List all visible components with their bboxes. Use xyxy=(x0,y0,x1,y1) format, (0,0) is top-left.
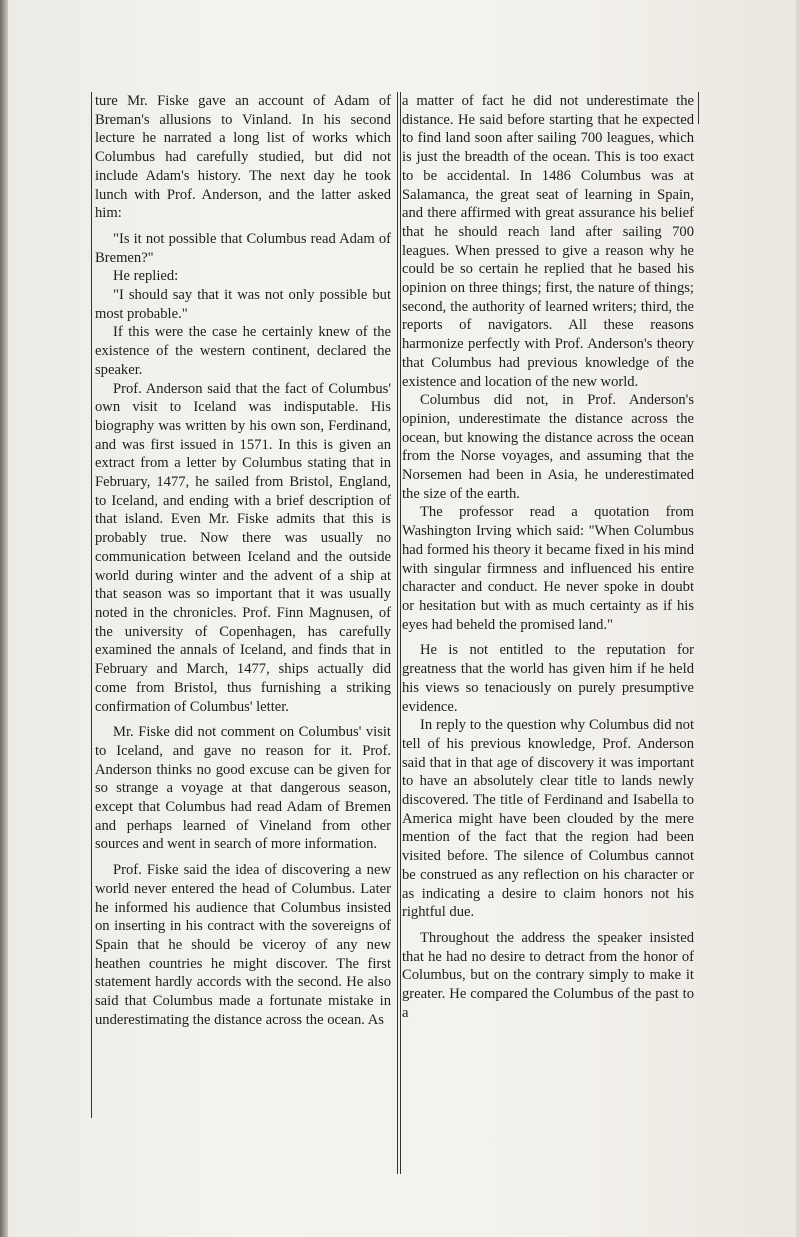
page-edge-shadow xyxy=(0,0,8,1237)
page-edge-right xyxy=(796,0,800,1237)
column-rule-middle-double xyxy=(400,92,401,1174)
paragraph: He is not entitled to the reputation for greatness that the world has given him if he held his views so tenaciously on purely presumptive evidence. xyxy=(402,642,694,715)
paragraph: He replied: xyxy=(113,268,179,285)
paragraph: Throughout the address the speaker insisted that he had no desire to detract from the honor of Columbus, but on the contrary simply to make it greater. He compared the Columbus of the past to a xyxy=(402,929,694,1021)
paragraph: In reply to the question why Columbus did not tell of his previous knowledge, Prof. Anderson said that in that age of discovery it was important to have an absolutely clear title to lands newly discovered. The title of Ferdinand and Isabella to America might have been clouded by the mere mention of the fact that the region had been visited before. The silence of Columbus cannot be construed as any reflection on his character or as indicating a desire to claim honors not his rightful due. xyxy=(402,717,694,921)
paragraph: If this were the case he certainly knew of the existence of the western continent, declared the speaker. xyxy=(95,324,391,378)
paragraph: "Is it not possible that Columbus read Adam of Bremen?" xyxy=(95,230,391,266)
paragraph: a matter of fact he did not underestimate the distance. He said before starting that he expected to find land soon after sailing 700 leagues, which is just the breadth of the ocean. This is too exact to be accidental. In 1486 Columbus was at Salamanca, the great seat of learning in Spain, and there affirmed with great assurance his belief that he should reach land after sailing 700 leagues. When pressed to give a reason why he could be so certain he replied that he based his opinion on three things; first, the nature of things; second, the authority of learned writers; third, the reports of navigators. All these reasons harmonize perfectly with Prof. Anderson's theory that Columbus had previous knowledge of the existence and location of the new world. xyxy=(402,93,694,390)
column-rule-right xyxy=(698,92,699,124)
paragraph: Columbus did not, in Prof. Anderson's opinion, underestimate the distance across the ocean, but knowing the distance across the ocean from the Norse voyages, and assuming that the Norsemen had been in Asia, he underestimated the size of the earth. xyxy=(402,392,694,502)
left-column xyxy=(95,92,391,1029)
column-rule-middle xyxy=(397,92,398,1174)
paragraph: ture Mr. Fiske gave an account of Adam of Breman's allusions to Vinland. In his second lecture he narrated a long list of works which Columbus had carefully studied, but did not include Adam's history. The next day he took lunch with Prof. Anderson, and the latter asked him: xyxy=(95,93,391,222)
paragraph: Prof. Fiske said the idea of discovering a new world never entered the head of Columbus. Later he informed his audience that Columbus insisted on inserting in his contract with the sovereigns of Spain that he should be viceroy of any new heathen countries he might discover. The first statement hardly accords with the second. He also said that Columbus made a fortunate mistake in underestimating the distance across the ocean. As xyxy=(95,862,391,1028)
paragraph: "I should say that it was not only possible but most probable." xyxy=(95,287,391,322)
column-rule-left xyxy=(91,92,92,1118)
right-column xyxy=(402,92,694,1022)
paragraph: The professor read a quotation from Washington Irving which said: "When Columbus had formed his theory it became fixed in his mind with singular firmness and influenced his entire character and conduct. He never spoke in doubt or hesitation but with as much certainty as if his eyes had beheld the promised land." xyxy=(402,504,694,633)
paragraph: Prof. Anderson said that the fact of Columbus' own visit to Iceland was indisputable. His biography was written by his own son, Ferdinand, and was first issued in 1571. In this is given an extract from a letter by Columbus stating that in February, 1477, he sailed from Bristol, England, to Iceland, and ending with a brief description of that island. Even Mr. Fiske admits that this is probably true. Now there was usually no communication between Iceland and the outside world during winter and the advent of a ship at that season was so important that it was usually noted in the chronicles. Prof. Finn Magnusen, of the university of Copenhagen, has carefully examined the annals of Iceland, and finds that in February and March, 1477, ships actually did come from Bristol, thus furnishing a striking confirmation of Columbus' letter. xyxy=(95,380,391,715)
paragraph: Mr. Fiske did not comment on Columbus' visit to Iceland, and gave no reason for it. Prof. Anderson thinks no good excuse can be given for so strange a voyage at that dangerous season, except that Columbus had read Adam of Bremen and perhaps learned of Vineland from other sources and went in search of more information. xyxy=(95,724,391,853)
